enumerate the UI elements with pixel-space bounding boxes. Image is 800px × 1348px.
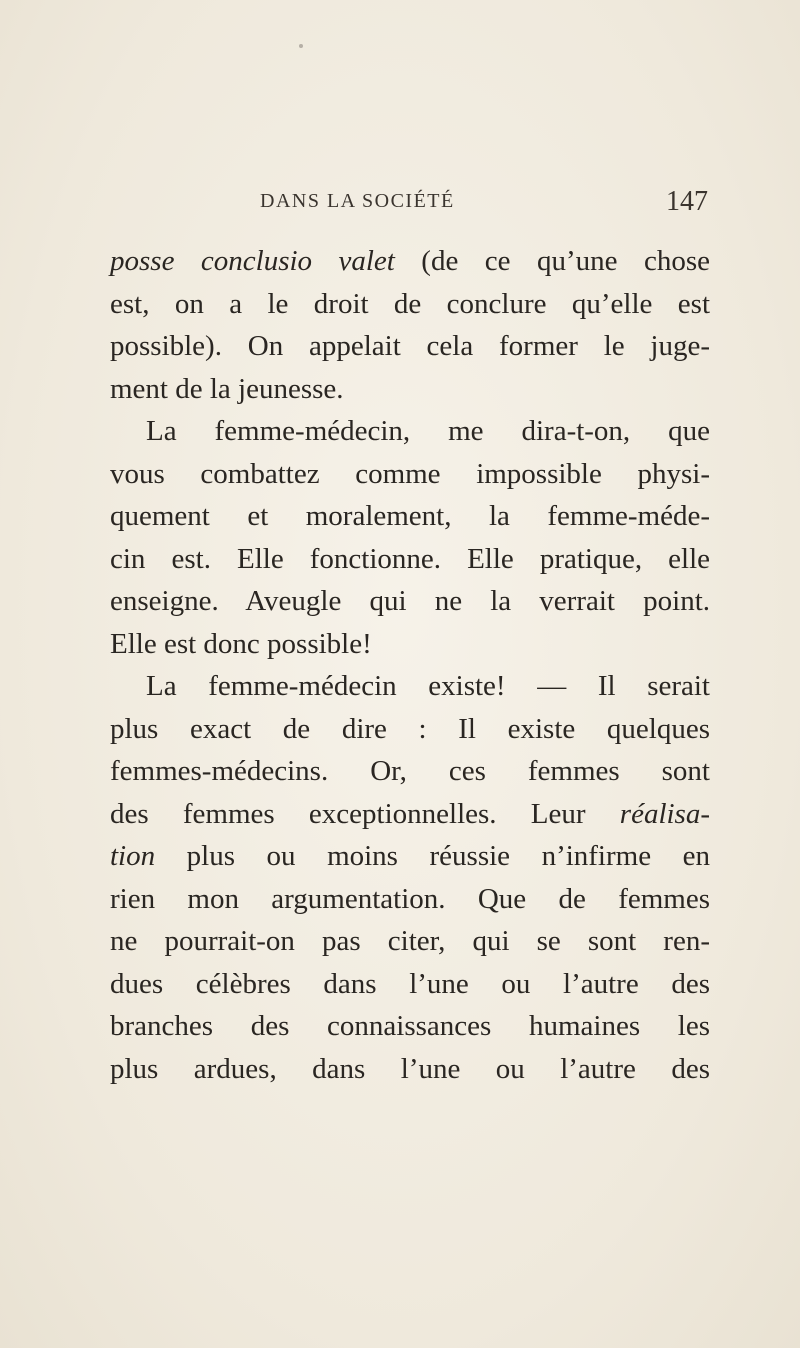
text-line: branches des connaissances humaines les — [110, 1010, 710, 1042]
text-line: possible). On appelait cela former le juge- — [110, 330, 710, 362]
text-line: femmes-médecins. Or, ces femmes sont — [110, 755, 710, 787]
page-number: 147 — [666, 186, 708, 217]
text-line: quement et moralement, la femme-méde- — [110, 500, 710, 532]
text-line: posse conclusio valet (de ce qu’une chose — [110, 245, 710, 277]
text-line: rien mon argumentation. Que de femmes — [110, 882, 710, 915]
text-line: est, on a le droit de conclure qu’elle est — [110, 287, 710, 320]
text-line: plus ardues, dans l’une ou l’autre des — [110, 1052, 710, 1085]
text-line: plus exact de dire : Il existe quelques — [110, 712, 710, 745]
text-line: ment de la jeunesse. — [110, 372, 344, 405]
text-line: tion plus ou moins réussie n’infirme en — [110, 840, 710, 872]
text-line: ne pourrait-on pas citer, qui se sont ren- — [110, 925, 710, 957]
text-line: enseigne. Aveugle qui ne la verrait point. — [110, 585, 710, 617]
text-line: La femme-médecin, me dira-t-on, que — [146, 415, 710, 447]
text-line: Elle est donc possible! — [110, 627, 372, 660]
body-text — [110, 240, 710, 1090]
paper-speck — [299, 44, 303, 48]
text-line: vous combattez comme impossible physi- — [110, 457, 710, 490]
text-line: des femmes exceptionnelles. Leur réalisa- — [110, 797, 710, 830]
text-line: cin est. Elle fonctionne. Elle pratique, elle — [110, 542, 710, 575]
text-line: La femme-médecin existe! — Il serait — [146, 670, 710, 702]
page-header — [110, 186, 708, 230]
text-line: dues célèbres dans l’une ou l’autre des — [110, 967, 710, 1000]
running-head: DANS LA SOCIÉTÉ — [260, 190, 455, 212]
